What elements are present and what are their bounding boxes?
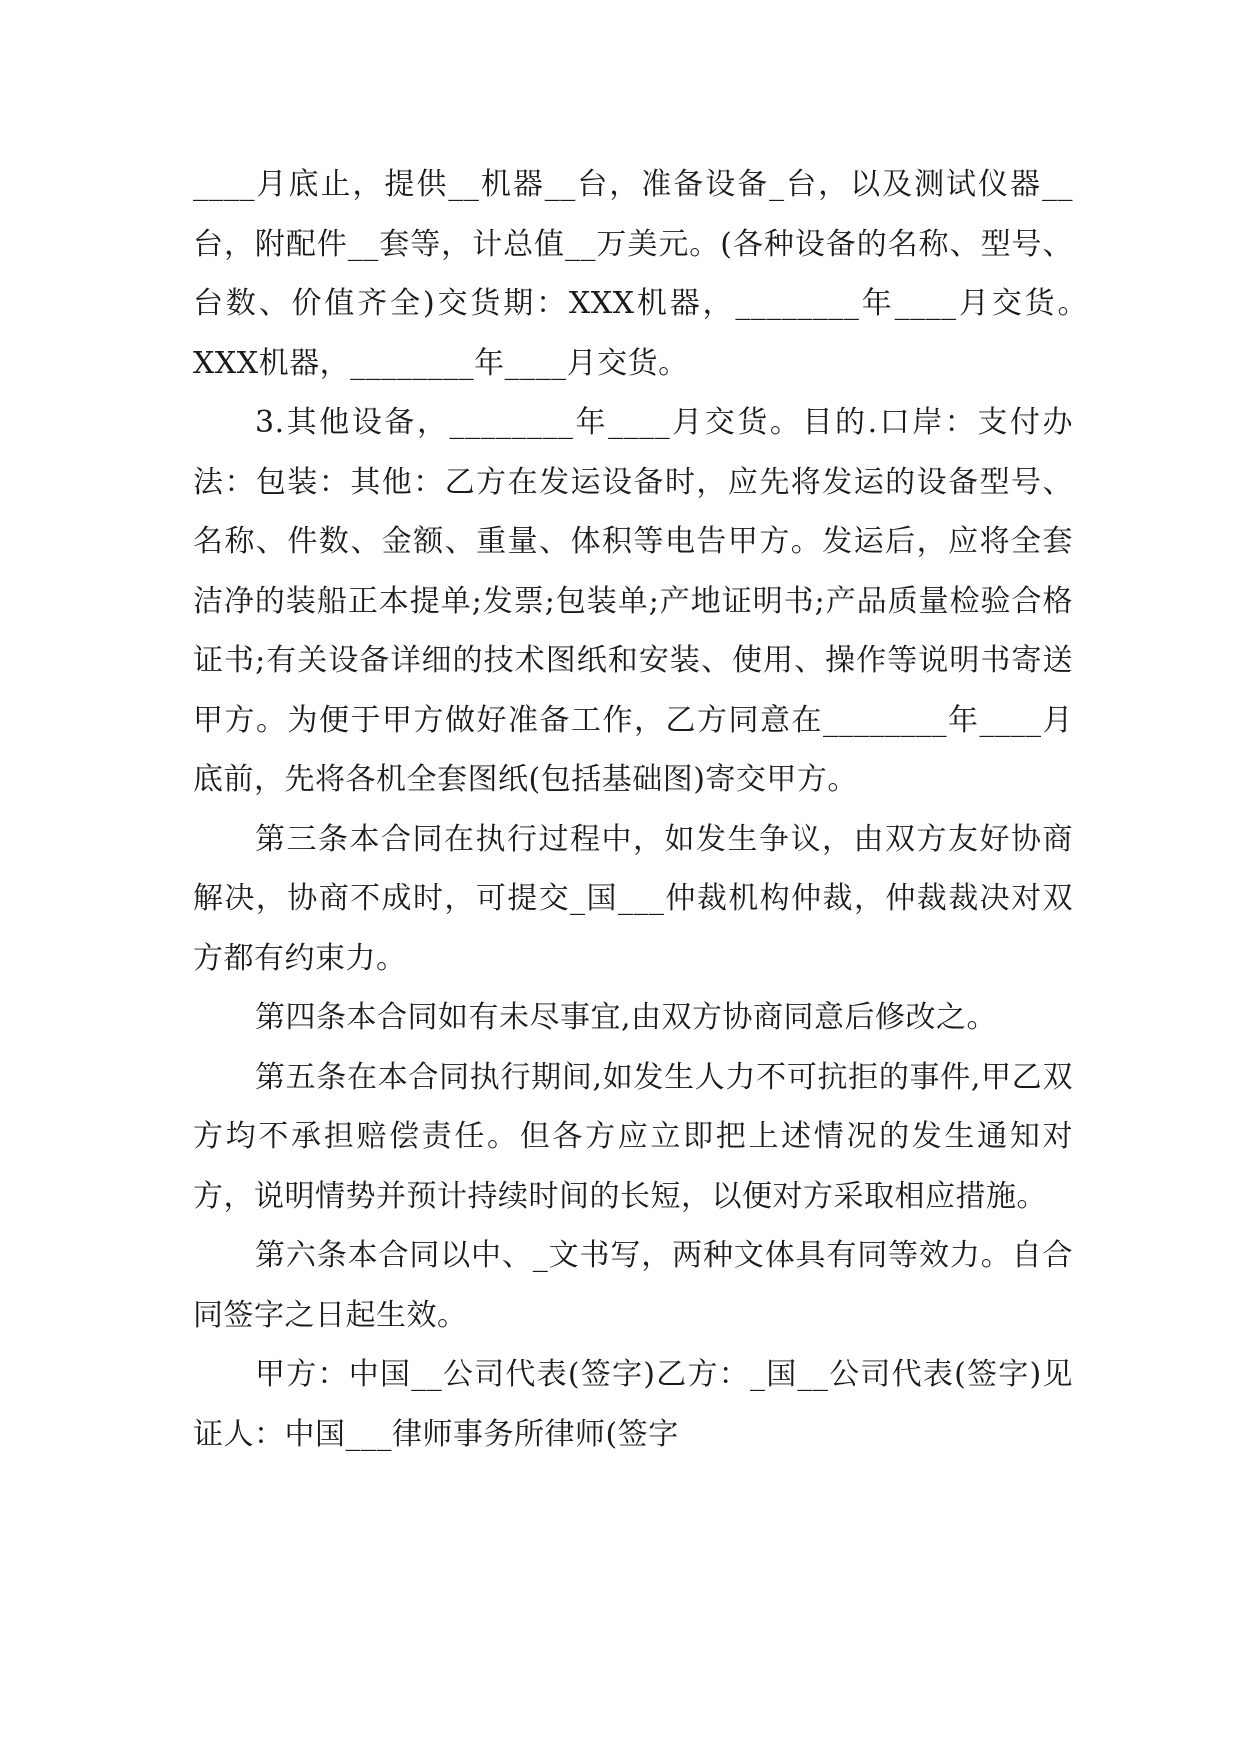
- paragraph-article-6: 第六条本合同以中、_文书写，两种文体具有同等效力。自合同签字之日起生效。: [193, 1238, 1073, 1333]
- document-body: [193, 155, 1134, 1464]
- paragraph-article-5: 第五条在本合同执行期间,如发生人力不可抗拒的事件,甲乙双方均不承担赔偿责任。但各方应立即把上述情况的发生通知对方，说明情势并预计持续时间的长短，以便对方采取相应措施。: [193, 1059, 1073, 1214]
- paragraph-signatures: 甲方：中国__公司代表(签字)乙方：_国__公司代表(签字)见证人：中国___律师事务所律师(签字: [193, 1357, 1073, 1452]
- paragraph-delivery: ____月底止，提供__机器__台，准备设备_台，以及测试仪器__台，附配件__套等，计总值__万美元。(各种设备的名称、型号、台数、价值齐全)交货期：XXX机器，________年____月交货。 XXX机器，________年____月交货。: [193, 167, 1134, 381]
- paragraph-other-equipment: 3.其他设备，________年____月交货。目的.口岸：支付办法：包装：其他：乙方在发运设备时，应先将发运的设备型号、名称、件数、金额、重量、体积等电告甲方。发运后，应将全套洁净的装船正本提单;发票;包装单;产地证明书;产品质量检验合格证书;有关设备详细的技术图纸和安装、使用、操作等说明书寄送甲方。为便于甲方做好准备工作，乙方同意在________年____月底前，先将各机全套图纸(包括基础图)寄交甲方。: [193, 405, 1073, 797]
- paragraph-article-4: 第四条本合同如有未尽事宜,由双方协商同意后修改之。: [255, 1000, 998, 1035]
- paragraph-article-3: 第三条本合同在执行过程中，如发生争议，由双方友好协商解决，协商不成时，可提交_国___仲裁机构仲裁，仲裁裁决对双方都有约束力。: [193, 821, 1073, 976]
